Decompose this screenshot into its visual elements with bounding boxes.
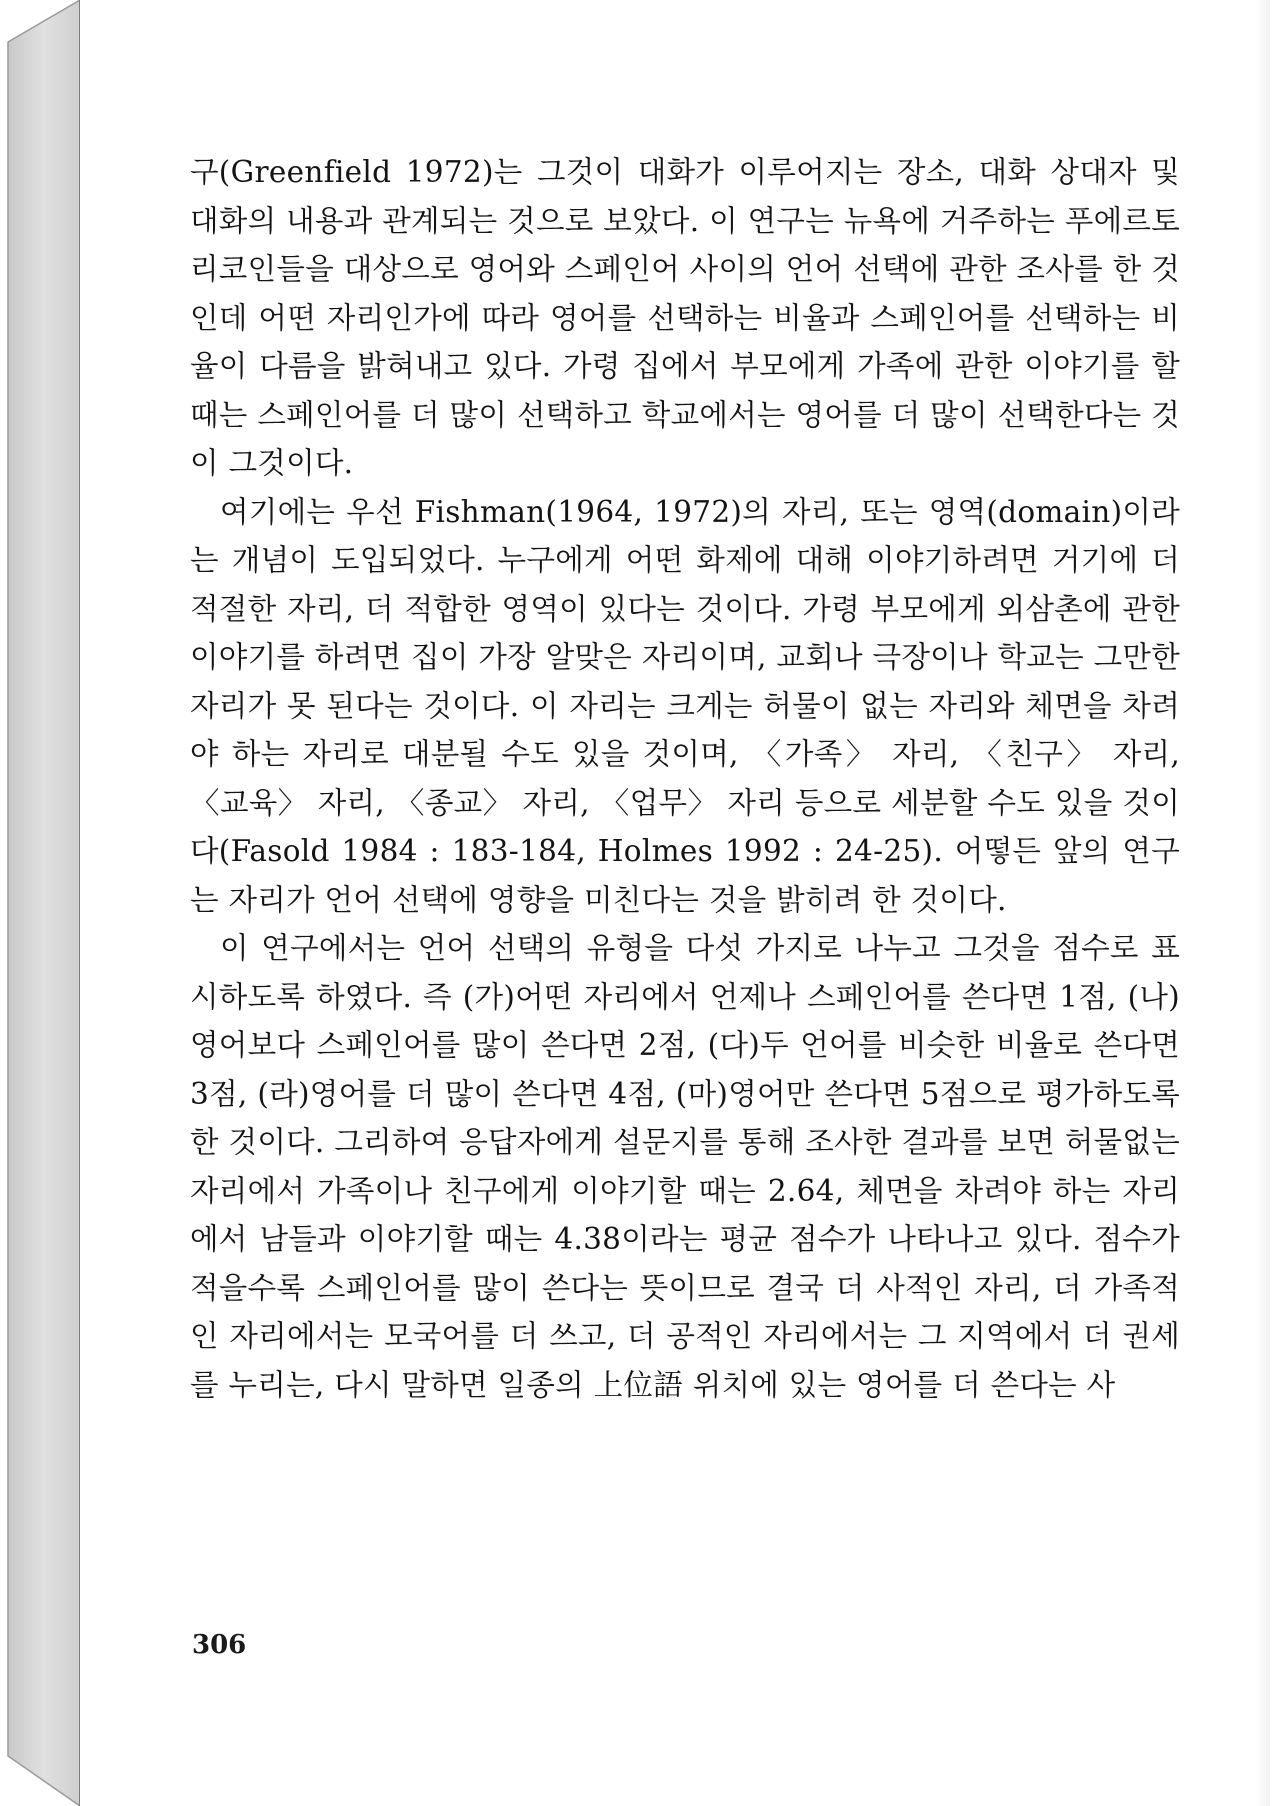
page-edge-shadow	[1256, 0, 1270, 1806]
book-spine-edge	[0, 0, 90, 1806]
page-number: 306	[192, 1630, 247, 1660]
paragraph-3: 이 연구에서는 언어 선택의 유형을 다섯 가지로 나누고 그것을 점수로 표시하도록 하였다. 즉 (가)어떤 자리에서 언제나 스페인어를 쓴다면 1점, (나)영어보다 스페인어를 많이 쓴다면 2점, (다)두 언어를 비슷한 비율로 쓴다면 3점, (라)영어를 더 많이 쓴다면 4점, (마)영어만 쓴다면 5점으로 평가하도록 한 것이다. 그리하여 응답자에게 설문지를 통해 조사한 결과를 보면 허물없는 자리에서 가족이나 친구에게 이야기할 때는 2.64, 체면을 차려야 하는 자리에서 남들과 이야기할 때는 4.38이라는 평균 점수가 나타나고 있다. 점수가 적을수록 스페인어를 많이 쓴다는 뜻이므로 결국 더 사적인 자리, 더 가족적인 자리에서는 모국어를 더 쓰고, 더 공적인 자리에서는 그 지역에서 더 권세를 누리는, 다시 말하면 일종의 上位語 위치에 있는 영어를 더 쓴다는 사	[190, 931, 1180, 1402]
paragraph-1: 구(Greenfield 1972)는 그것이 대화가 이루어지는 장소, 대화 상대자 및 대화의 내용과 관계되는 것으로 보았다. 이 연구는 뉴욕에 거주하는 푸에르토 리코인들을 대상으로 영어와 스페인어 사이의 언어 선택에 관한 조사를 한 것인데 어떤 자리인가에 따라 영어를 선택하는 비율과 스페인어를 선택하는 비율이 다름을 밝혀내고 있다. 가령 집에서 부모에게 가족에 관한 이야기를 할 때는 스페인어를 더 많이 선택하고 학교에서는 영어를 더 많이 선택한다는 것이 그것이다.	[190, 155, 1180, 480]
book-page	[80, 0, 1270, 1806]
paragraph-2: 여기에는 우선 Fishman(1964, 1972)의 자리, 또는 영역(domain)이라는 개념이 도입되었다. 누구에게 어떤 화제에 대해 이야기하려면 거기에 더 적절한 자리, 더 적합한 영역이 있다는 것이다. 가령 부모에게 외삼촌에 관한 이야기를 하려면 집이 가장 알맞은 자리이며, 교회나 극장이나 학교는 그만한 자리가 못 된다는 것이다. 이 자리는 크게는 허물이 없는 자리와 체면을 차려야 하는 자리로 대분될 수도 있을 것이며, 〈가족〉 자리, 〈친구〉 자리, 〈교육〉 자리, 〈종교〉 자리, 〈업무〉 자리 등으로 세분할 수도 있을 것이다(Fasold 1984 : 183-184, Holmes 1992 : 24-25). 어떻든 앞의 연구는 자리가 언어 선택에 영향을 미친다는 것을 밝히려 한 것이다.	[190, 494, 1180, 917]
body-text	[190, 148, 1180, 1409]
